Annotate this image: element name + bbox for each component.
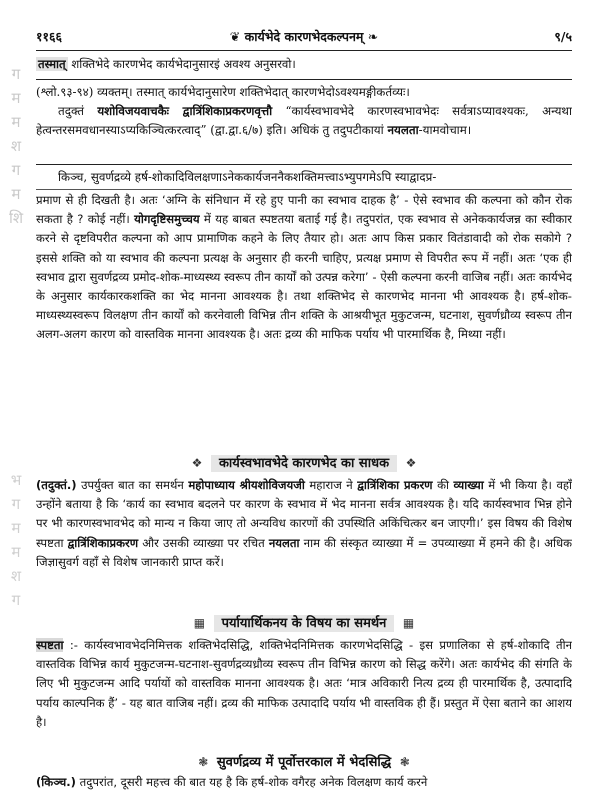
cited-work: योगदृष्टिसमुच्चय [134, 212, 200, 227]
cited-work: यशोविजयवाचकैः द्वात्रिंशिकाप्रकरणवृत्तौ [97, 104, 273, 119]
paragraph-label: स्पष्टता [36, 638, 64, 652]
header-rule [36, 50, 572, 51]
gloss-text: शक्तिभेदे कारणभेद कार्यभेदानुसारइं अवश्य अनुसरवो। [71, 57, 296, 71]
margin-watermark-bottom: भ ग म म श ग [10, 471, 22, 609]
sanskrit-line: किञ्च, सुवर्णद्रव्ये हर्ष-शोकादिविलक्षणाऽनेककार्यजननैकशक्तिमत्त्वाऽभ्युपगमेऽपि स्याद्वादप्र- [58, 170, 437, 184]
ornament-icon: ❧ [367, 29, 379, 44]
divider [36, 79, 572, 80]
ornament-icon: ❖ [405, 456, 417, 470]
section-number: ९/५ [554, 29, 572, 44]
gujarati-gloss [36, 55, 572, 77]
section-heading: ❖ कार्यस्वभावभेदे कारणभेद का साधक ❖ [191, 456, 417, 471]
ornament-icon: ❦ [229, 29, 241, 44]
divider [36, 164, 572, 165]
grid-ornament-icon: ▦ [402, 616, 415, 630]
paragraph-kincha: (किञ्च.) तदुपरांत, दूसरी महत्त्व की बात यह है कि हर्ष-शोक वगैरह अनेक विलक्षण कार्य करने [36, 775, 428, 789]
divider [36, 189, 572, 190]
running-title: ❦ कार्यभेदे कारणभेदकल्पनम् ❧ [229, 29, 379, 44]
hindi-explanation: प्रमाण से ही दिखती है। अतः ‘अग्नि के संनिधान में रहे हुए पानी का स्वभाव दाहक है’ - ऐसे स्वभाव की कल्पना को कौन रोक सकता है ? कोई नहीं। योगदृष्टिसमुच्चय में यह बाबत स्पष्टतया बताई गई है। तदुपरांत, एक स्वभाव से अनेककार्यजन्न का स्वीकार करने से दृष्टविपरीत कल्पना को आप प्रामाणिक कहने के लिए तैयार हो। अतः आप किस प्रकार वितंडावादी को रोक सकोगे ? इससे शक्ति को या स्वभाव की कल्पना प्रत्यक्ष के अनुसार ही करनी चाहिए, प्रत्यक्ष प्रमाण से विपरीत रूप में नहीं। अतः ‘एक ही स्वभाव द्वारा सुवर्णद्रव्य प्रमोद-शोक-माध्यस्थ्य स्वरूप तीन कार्यों को उत्पन्न करेगा’ - ऐसी कल्पना करनी वाजिब नहीं। अतः कार्यभेद के अनुसार कार्यकारकशक्ति का भेद मानना आवश्यक है। तथा शक्तिभेद से कारणभेद मानना भी आवश्यक है। हर्ष-शोक-माध्यस्थ्यस्वरूप विलक्षण तीन कार्यों को करनेवाली विभिन्न तीन शक्ति के आश्रयीभूत मुकुटजन्म, घटनाश, सुवर्णध्रौव्य स्वरूप तीन अलग-अलग कारण को वास्तविक मानना आवश्यक है। अतः द्रव्य की माफिक पर्याय भी पारमार्थिक है, मिथ्या नहीं। [36, 193, 572, 342]
section-heading: ❃ सुवर्णद्रव्य में पूर्वोत्तरकाल में भेदसिद्धि ❃ [198, 755, 410, 770]
page-header [36, 28, 572, 48]
flower-ornament-icon: ❃ [399, 755, 410, 769]
sanskrit-commentary: (श्लो.९३-९४) व्यक्तम्। तस्मात् कार्यभेदानुसारेण शक्तिभेदात् कारणभेदोऽवश्यमङ्गीकर्तव्यः। तदुक्तं यशोविजयवाचकैः द्वात्रिंशिकाप्रकरणवृत्तौ “कार्यस्वभावभेदे कारणस्वभावभेदः सर्वत्राऽप्यावश्यकः, अन्यथा हेत्वन्तरसमवधानस्याऽप्यकिञ्चित्करत्वाद्” (द्वा.द्वा.६/७) इति। अधिकं तु तदुपटीकायां नयलता-यामवोचाम। [36, 85, 572, 138]
grid-ornament-icon: ▦ [193, 616, 206, 630]
flower-ornament-icon: ❃ [198, 755, 209, 769]
ornament-icon: ❖ [191, 456, 203, 470]
paragraph-spashtata: स्पष्टता :- कार्यस्वभावभेदनिमित्तक शक्तिभेदसिद्धि, शक्तिभेदनिमित्तक कारणभेदसिद्धि - इस प्रणालिका से हर्ष-शोकादि तीन वास्तविक विभिन्न कार्य मुकुटजन्म-घटनाश-सुवर्णद्रव्यध्रौव्य स्वरूप तीन विभिन्न कारण को सिद्ध करेंगे। अतः कार्यभेद की संगति के लिए भी मुकुटजन्म आदि पर्यायों को वास्तविक मानना आवश्यक है। अतः ‘मात्र अविकारी नित्य द्रव्य ही पारमार्थिक है, उत्पादादि पर्याय काल्पनिक हैं’ - यह बात वाजिब नहीं। द्रव्य की माफिक उत्पादादि पर्याय भी वास्तविक ही हैं। प्रस्तुत में ऐसा बताने का आशय है। [36, 638, 572, 729]
paragraph-tadukta: (तदुक्तं.) उपर्युक्त बात का समर्थन महोपाध्याय श्रीयशोविजयजी महाराज ने द्वात्रिंशिका प्रकरण की व्याख्या में भी किया है। वहाँ उन्होंने बताया है कि ‘कार्य का स्वभाव बदलने पर कारण के स्वभाव में भेद मानना सर्वत्र आवश्यक है। यदि कार्यस्वभाव भिन्न होने पर भी कारणस्वभावभेद को मान्य न किया जाए तो अन्यविध कारणों की उपस्थिति अकिंचित्कर बन जाएगी।’ इस विषय की विशेष स्पष्टता द्वात्रिंशिकाप्रकरण और उसकी व्याख्या पर रचित नयलता नाम की संस्कृत व्याख्या में = उपव्याख्या में हमने की है। अधिक जिज्ञासुवर्ग वहाँ से विशेष जानकारी प्राप्त करें। [36, 478, 572, 569]
page-number: ११६६ [36, 29, 63, 44]
gloss-keyword: तस्मात् [38, 57, 66, 71]
cited-commentary: नयलता [387, 123, 419, 138]
section-heading: ▦ पर्यायार्थिकनय के विषय का समर्थन ▦ [193, 616, 415, 631]
margin-watermark-top: ग म म श ग म शि [8, 65, 24, 227]
paragraph-label: (किञ्च.) [36, 775, 76, 789]
paragraph-label: (तदुक्तं.) [36, 478, 77, 492]
